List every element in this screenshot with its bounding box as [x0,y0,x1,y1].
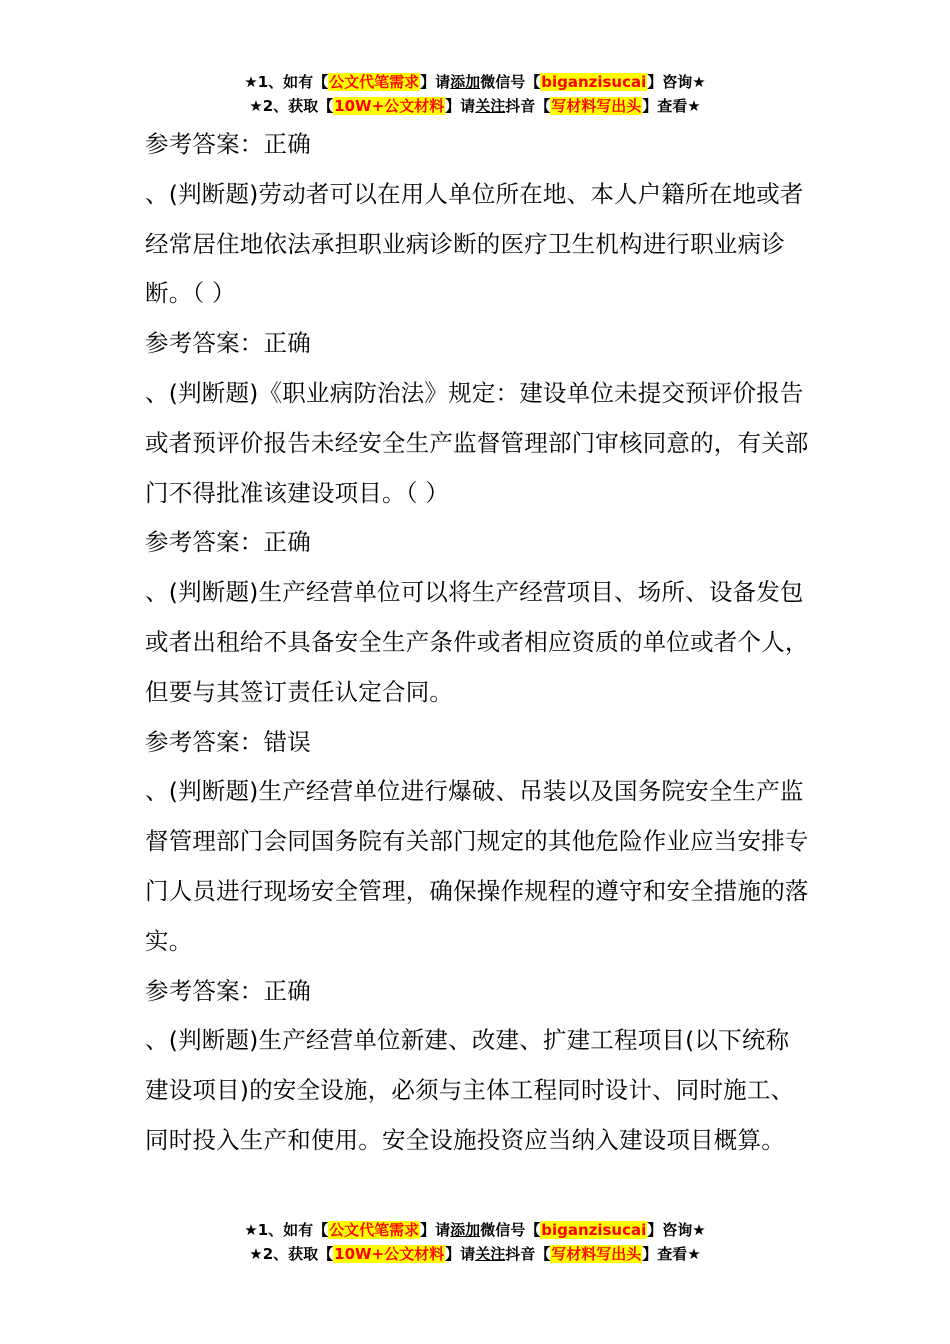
banner-text: 抖音【 [505,97,551,115]
wechat-id: biganzisucai [541,1221,647,1239]
douyin-account: 写材料写出头 [551,1245,642,1263]
star-icon: ★ [244,1221,258,1239]
banner-text: 2、获取【 [262,97,334,115]
banner-highlight: 公文代笔需求 [329,1221,420,1239]
footer-banner [0,1218,950,1266]
document-body [145,120,810,1166]
star-icon: ★ [692,1221,706,1239]
banner-text: 2、获取【 [262,1245,334,1263]
banner-highlight: 公文代笔需求 [329,73,420,91]
banner-underline: 添加 [450,73,481,91]
douyin-account: 写材料写出头 [551,97,642,115]
star-icon: ★ [249,1245,263,1263]
banner-underline: 添加 [450,1221,481,1239]
banner-text: 】咨询 [647,1221,693,1239]
header-banner [0,70,950,118]
star-icon: ★ [244,73,258,91]
answer-line: 参考答案：正确 [145,130,311,158]
banner-text: 】请 [445,97,476,115]
banner-line-1 [0,70,950,94]
question-paragraph: 、(判断题)劳动者可以在用人单位所在地、本人户籍所在地或者经常居住地依法承担职业病诊断的医疗卫生机构进行职业病诊断。（ ） [145,179,804,308]
star-icon: ★ [692,73,706,91]
banner-text: 抖音【 [505,1245,551,1263]
question-paragraph: 、(判断题)生产经营单位进行爆破、吊装以及国务院安全生产监督管理部门会同国务院有关部门规定的其他危险作业应当安排专门人员进行现场安全管理，确保操作规程的遵守和安全措施的落实。 [145,777,809,955]
banner-text: 1、如有【 [257,73,329,91]
banner-text: 】查看 [642,1245,688,1263]
star-icon: ★ [687,97,701,115]
banner-highlight: 10W+公文材料 [334,97,445,115]
banner-text: 微信号【 [480,73,541,91]
banner-line-2 [0,94,950,118]
answer-line: 参考答案：正确 [145,329,311,358]
banner-line-1 [0,1218,950,1242]
question-paragraph: 、(判断题)生产经营单位新建、改建、扩建工程项目(以下统称建设项目)的安全设施，必须与主体工程同时设计、同时施工、同时投入生产和使用。安全设施投资应当纳入建设项目概算。 [145,1026,795,1154]
banner-text: 】查看 [642,97,688,115]
banner-text: 】咨询 [647,73,693,91]
question-paragraph: 、(判断题)《职业病防治法》规定：建设单位未提交预评价报告或者预评价报告未经安全生产监督管理部门审核同意的，有关部门不得批准该建设项目。（ ） [145,378,809,507]
banner-text: 1、如有【 [257,1221,329,1239]
answer-line: 参考答案：错误 [145,727,311,756]
banner-underline: 关注 [475,97,506,115]
answer-line: 参考答案：正确 [145,976,311,1005]
banner-text: 】请 [445,1245,476,1263]
banner-text: 】请 [420,73,451,91]
star-icon: ★ [687,1245,701,1263]
banner-underline: 关注 [475,1245,506,1263]
question-paragraph: 、(判断题)生产经营单位可以将生产经营项目、场所、设备发包或者出租给不具备安全生产条件或者相应资质的单位或者个人，但要与其签订责任认定合同。 [145,578,809,706]
banner-text: 微信号【 [480,1221,541,1239]
banner-text: 】请 [420,1221,451,1239]
banner-highlight: 10W+公文材料 [334,1245,445,1263]
wechat-id: biganzisucai [541,73,647,91]
answer-line: 参考答案：正确 [145,528,311,557]
star-icon: ★ [249,97,263,115]
banner-line-2 [0,1242,950,1266]
